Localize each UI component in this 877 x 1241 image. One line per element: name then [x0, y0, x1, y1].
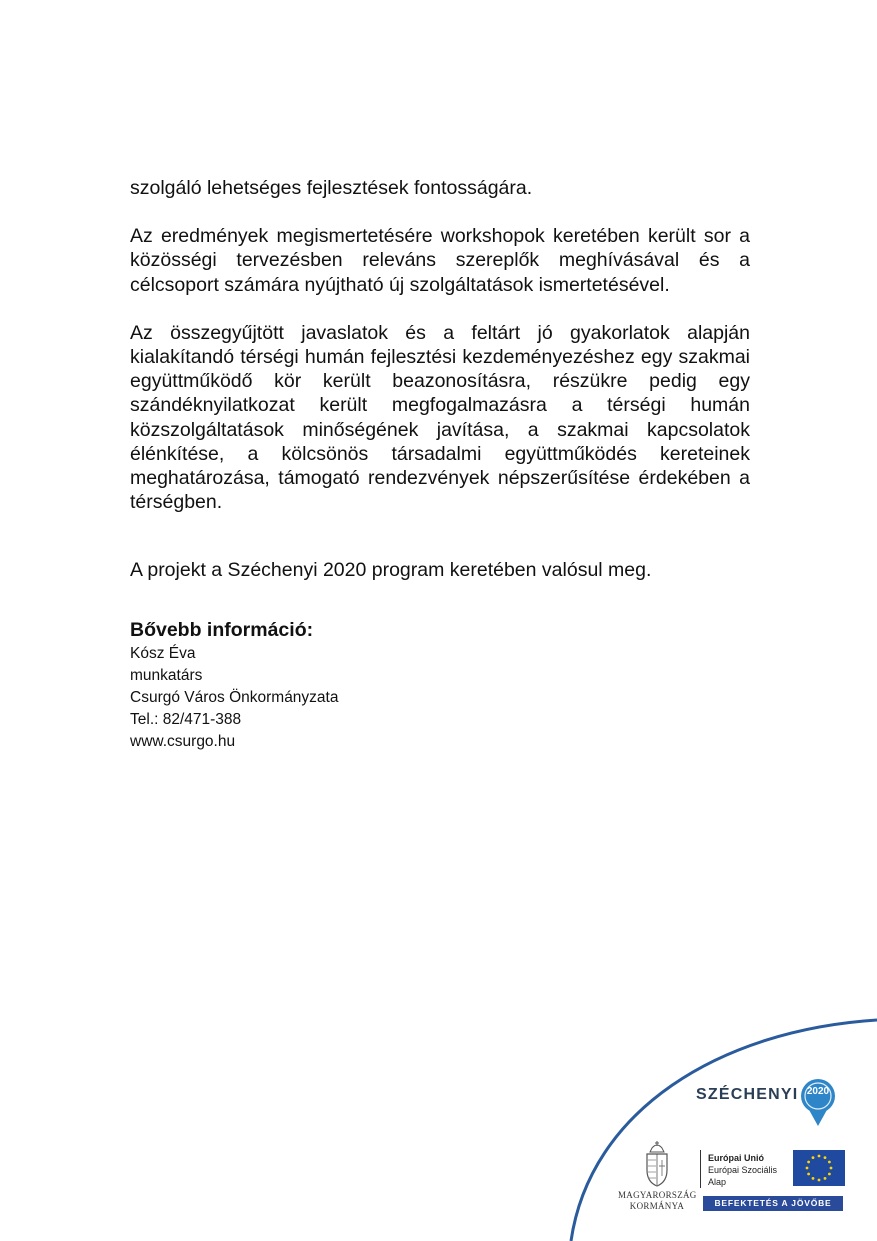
- paragraph-4: A projekt a Széchenyi 2020 program keretében valósul meg.: [130, 559, 652, 582]
- government-logo-text: [618, 1190, 696, 1212]
- contact-name: Kósz Éva: [130, 644, 196, 662]
- szechenyi-year: 2020: [806, 1086, 830, 1097]
- eu-text-block: [708, 1152, 777, 1188]
- eu-line-2: Európai Szociális: [708, 1165, 778, 1175]
- contact-organization: Csurgó Város Önkormányzata: [130, 688, 339, 706]
- government-line-1: MAGYARORSZÁG: [618, 1190, 697, 1200]
- info-heading: Bővebb információ:: [130, 618, 314, 641]
- paragraph-3: Az összegyűjtött javaslatok és a feltárt jó gyakorlatok alapján kialakítandó térségi humán fejlesztési kezdeményezéshez egy szakmai együttműködő kör került beazonosításra, részükre pedig egy szándéknyilatkozat került megfogalmazásra a térségi humán közszolgáltatások minőségének javítása, a szakmai kapcsolatok élénkítése, a kölcsönös társadalmi együttműködés kereteinek meghatározása, támogató rendezvények népszerűsítése érdekében a térségben.: [130, 321, 750, 514]
- paragraph-1: szolgáló lehetséges fejlesztések fontosságára.: [130, 177, 533, 199]
- contact-phone: Tel.: 82/471-388: [130, 710, 242, 728]
- eu-flag-icon: [793, 1150, 845, 1186]
- contact-role: munkatárs: [130, 666, 203, 684]
- government-line-2: KORMÁNYA: [629, 1201, 685, 1211]
- contact-website: www.csurgo.hu: [130, 732, 236, 750]
- szechenyi-logo-text: SZÉCHENYI: [696, 1086, 799, 1103]
- eu-line-3: Alap: [708, 1177, 727, 1187]
- investment-bar: BEFEKTETÉS A JÖVŐBE: [703, 1196, 843, 1211]
- contact-block: [130, 643, 750, 753]
- eu-line-1: Európai Unió: [708, 1153, 764, 1163]
- logo-divider: [700, 1150, 701, 1188]
- hungarian-coat-of-arms-icon: [642, 1140, 672, 1188]
- document-body: [130, 176, 750, 753]
- paragraph-2: Az eredmények megismertetésére workshopok keretében került sor a közösségi tervezésben releváns szereplők meghívásával és a célcsoport számára nyújtható új szolgáltatások ismertetésével.: [130, 225, 750, 296]
